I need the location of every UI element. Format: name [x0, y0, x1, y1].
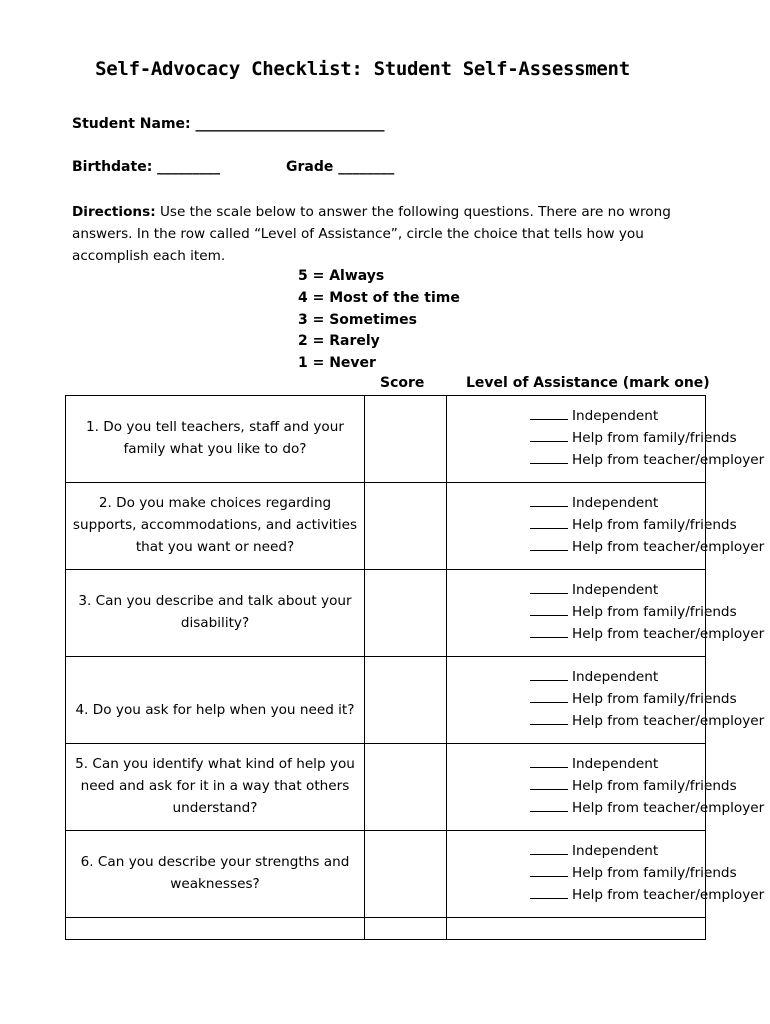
- option-label: Help from teacher/employer: [572, 538, 765, 555]
- score-column-header: Score: [380, 375, 425, 391]
- option-label: Independent: [572, 843, 659, 860]
- question-text: 6. Can you describe your strengths and weaknesses?: [80, 854, 350, 892]
- assistance-options: [447, 493, 765, 558]
- option-label: Help from family/friends: [572, 517, 737, 534]
- assistance-option[interactable]: [530, 624, 765, 646]
- option-label: Independent: [572, 495, 659, 512]
- option-label: Help from teacher/employer: [572, 712, 765, 729]
- page-title: Self-Advocacy Checklist: Student Self-Assessment: [95, 58, 630, 80]
- assistance-option[interactable]: [530, 711, 765, 733]
- assistance-option[interactable]: [530, 602, 737, 624]
- answer-blank[interactable]: [530, 516, 568, 529]
- answer-blank[interactable]: [530, 799, 568, 812]
- score-cell[interactable]: [365, 396, 447, 483]
- answer-blank[interactable]: [530, 429, 568, 442]
- assistance-cell: [447, 396, 765, 483]
- option-label: Independent: [572, 408, 659, 425]
- assistance-option[interactable]: [530, 580, 705, 602]
- option-label: Independent: [572, 669, 659, 686]
- answer-blank[interactable]: [530, 777, 568, 790]
- option-label: Help from teacher/employer: [572, 799, 765, 816]
- assistance-option[interactable]: [530, 493, 705, 515]
- scale-item-1: 1 = Never: [298, 355, 376, 372]
- option-label: Help from teacher/employer: [572, 886, 765, 903]
- assistance-option[interactable]: [530, 515, 737, 537]
- table-row: [66, 918, 706, 940]
- student-name-field[interactable]: Student Name: ___________________________: [72, 116, 385, 132]
- answer-blank[interactable]: [530, 581, 568, 594]
- answer-blank[interactable]: [530, 538, 568, 551]
- assistance-option[interactable]: [530, 537, 765, 559]
- assistance-column-header: Level of Assistance (mark one): [466, 375, 710, 391]
- directions-text: Use the scale below to answer the following questions. There are no wrong answers. In the row called “Level of Assistance”, circle the choice that tells how you accomplish each item.: [72, 204, 671, 264]
- assistance-option[interactable]: [530, 841, 705, 863]
- rating-scale: [298, 266, 460, 375]
- option-label: Independent: [572, 756, 659, 773]
- option-label: Help from teacher/employer: [572, 625, 765, 642]
- assistance-option[interactable]: [530, 667, 705, 689]
- score-cell[interactable]: [365, 744, 447, 831]
- question-text: 3. Can you describe and talk about your disability?: [78, 593, 352, 631]
- assistance-cell: [447, 657, 765, 744]
- assistance-options: [447, 841, 765, 906]
- assistance-option[interactable]: [530, 798, 765, 820]
- question-text: 5. Can you identify what kind of help you need and ask for it in a way that others understand?: [75, 756, 355, 816]
- empty-cell: [66, 918, 365, 940]
- assistance-option[interactable]: [530, 450, 765, 472]
- assistance-cell: [447, 831, 765, 918]
- question-cell: [66, 483, 365, 570]
- assistance-option[interactable]: [530, 428, 737, 450]
- question-cell: [66, 744, 365, 831]
- assistance-options: [447, 754, 765, 819]
- empty-cell: [365, 918, 447, 940]
- answer-blank[interactable]: [530, 625, 568, 638]
- answer-blank[interactable]: [530, 864, 568, 877]
- answer-blank[interactable]: [530, 494, 568, 507]
- score-cell[interactable]: [365, 657, 447, 744]
- empty-cell: [447, 918, 706, 940]
- assistance-options: [447, 406, 765, 471]
- option-label: Help from family/friends: [572, 691, 737, 708]
- answer-blank[interactable]: [530, 842, 568, 855]
- option-label: Help from family/friends: [572, 430, 737, 447]
- scale-item-2: 2 = Rarely: [298, 333, 380, 350]
- scale-item-5: 5 = Always: [298, 268, 385, 284]
- option-label: Help from family/friends: [572, 865, 737, 882]
- question-cell: [66, 570, 365, 657]
- assistance-option[interactable]: [530, 863, 737, 885]
- assistance-cell: [447, 483, 765, 570]
- assistance-option[interactable]: [530, 885, 765, 907]
- birthdate-field[interactable]: Birthdate: _________: [72, 159, 221, 175]
- question-cell: [66, 831, 365, 918]
- option-label: Help from teacher/employer: [572, 451, 765, 468]
- assistance-options: [447, 580, 765, 645]
- table-row: [66, 396, 706, 483]
- table-row: [66, 744, 706, 831]
- option-label: Independent: [572, 582, 659, 599]
- grade-field[interactable]: Grade ________: [286, 159, 395, 175]
- assistance-option[interactable]: [530, 776, 737, 798]
- checklist-table: [65, 395, 765, 940]
- assistance-option[interactable]: [530, 754, 705, 776]
- answer-blank[interactable]: [530, 712, 568, 725]
- answer-blank[interactable]: [530, 451, 568, 464]
- answer-blank[interactable]: [530, 690, 568, 703]
- option-label: Help from family/friends: [572, 778, 737, 795]
- score-cell[interactable]: [365, 831, 447, 918]
- question-cell: [66, 396, 365, 483]
- score-cell[interactable]: [365, 570, 447, 657]
- table-row: [66, 570, 706, 657]
- score-cell[interactable]: [365, 483, 447, 570]
- answer-blank[interactable]: [530, 886, 568, 899]
- assistance-cell: [447, 570, 765, 657]
- assistance-options: [447, 667, 765, 732]
- question-text: 1. Do you tell teachers, staff and your family what you like to do?: [86, 419, 344, 457]
- table-row: [66, 483, 706, 570]
- question-text: 2. Do you make choices regarding supports, accommodations, and activities that you want or need?: [72, 495, 358, 555]
- answer-blank[interactable]: [530, 407, 568, 420]
- assistance-option[interactable]: [530, 406, 705, 428]
- directions-label: Directions:: [72, 204, 156, 220]
- answer-blank[interactable]: [530, 603, 568, 616]
- answer-blank[interactable]: [530, 668, 568, 681]
- assistance-cell: [447, 744, 765, 831]
- scale-item-4: 4 = Most of the time: [298, 289, 460, 306]
- answer-blank[interactable]: [530, 755, 568, 768]
- question-cell: [66, 657, 365, 744]
- assistance-option[interactable]: [530, 689, 737, 711]
- question-text: 4. Do you ask for help when you need it?: [75, 702, 355, 719]
- scale-item-3: 3 = Sometimes: [298, 311, 417, 328]
- table-row: [66, 831, 706, 918]
- option-label: Help from family/friends: [572, 604, 737, 621]
- table-row: [66, 657, 706, 744]
- directions-paragraph: [72, 202, 712, 267]
